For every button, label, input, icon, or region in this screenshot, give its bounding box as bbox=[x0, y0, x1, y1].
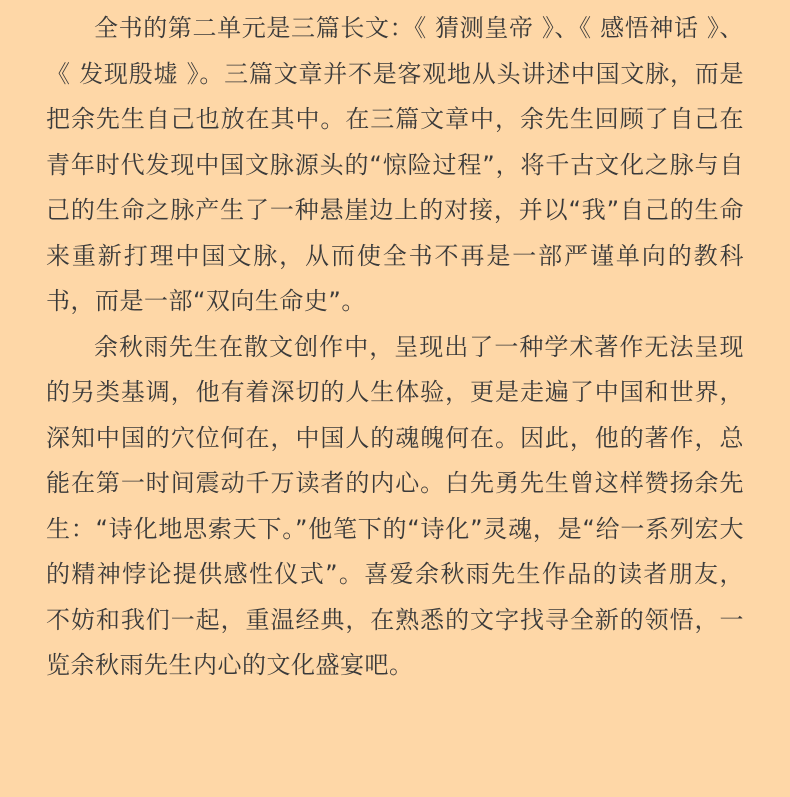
paragraph-yu-qiuyu-essays: 余秋雨先生在散文创作中，呈现出了一种学术著作无法呈现的另类基调，他有着深切的人生体验，更是走遍了中国和世界，深知中国的穴位何在，中国人的魂魄何在。因此，他的著作，总能在第一时间震动千万读者的内心。白先勇先生曾这样赞扬余先生：“诗化地思索天下。”他笔下的“诗化”灵魂，是“给一系列宏大的精神悖论提供感性仪式”。喜爱余秋雨先生作品的读者朋友，不妨和我们一起，重温经典，在熟悉的文字找寻全新的领悟，一览余秋雨先生内心的文化盛宴吧。 bbox=[46, 332, 744, 679]
paragraph-second-unit: 全书的第二单元是三篇长文：《 猜测皇帝 》、《 感悟神话 》、《 发现殷墟 》。三篇文章并不是客观地从头讲述中国文脉，而是把余先生自己也放在其中。在三篇文章中，余先生回顾了自己在青年时代发现中国文脉源头的“惊险过程”，将千古文化之脉与自己的生命之脉产生了一种悬崖边上的对接，并以“我”自己的生命来重新打理中国文脉，从而使全书不再是一部严谨单向的教科书，而是一部“双向生命史”。 bbox=[46, 14, 744, 315]
